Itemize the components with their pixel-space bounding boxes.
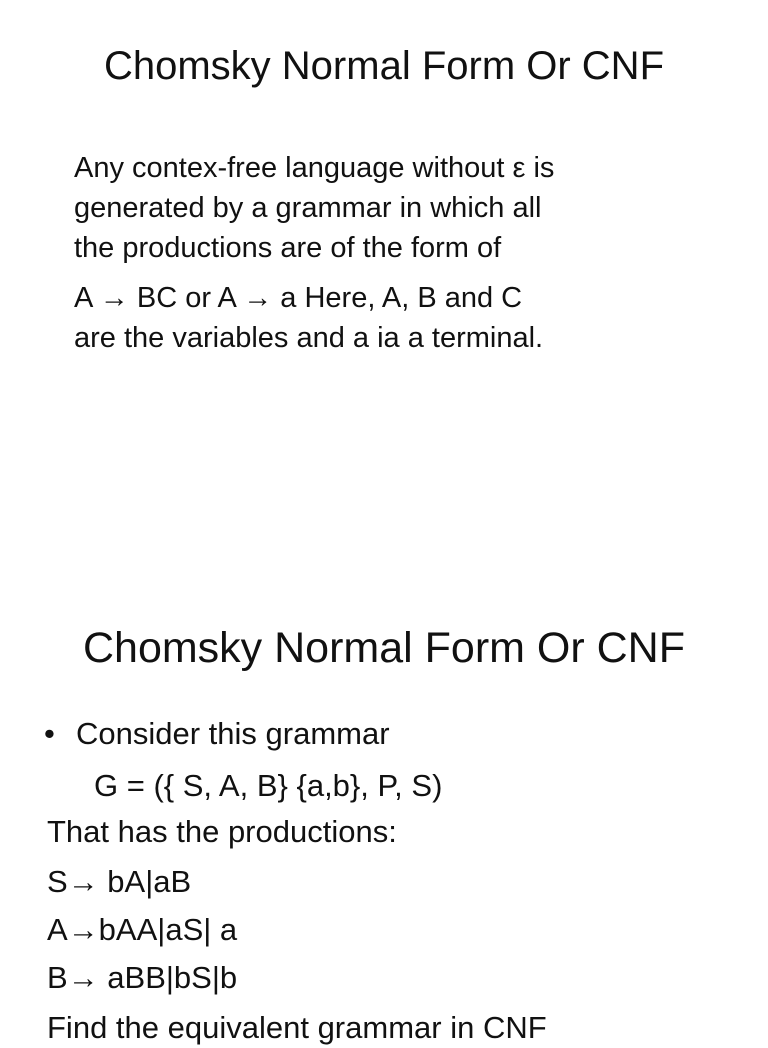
- production-form-line-1: A → BC or A → a Here, A, B and C: [74, 282, 523, 314]
- definition-line-3: the productions are of the form of: [74, 232, 502, 264]
- slide-1: [0, 0, 768, 500]
- closing-instruction: Find the equivalent grammar in CNF: [47, 1010, 547, 1045]
- production-form-line-2: are the variables and a ia a terminal.: [74, 322, 544, 354]
- grammar-definition: G = ({ S, A, B} {a,b}, P, S): [94, 768, 443, 803]
- production-form-paragraph: [74, 278, 694, 358]
- production-b: B→ aBB|bS|b: [47, 960, 238, 995]
- production-a: A→bAA|aS| a: [47, 912, 238, 947]
- bullet-item: [44, 714, 390, 754]
- production-s: S→ bA|aB: [47, 864, 192, 899]
- productions-intro: That has the productions:: [47, 814, 397, 849]
- slide-2: [0, 600, 768, 1045]
- definition-paragraph: [74, 148, 694, 268]
- bullet-icon: •: [44, 716, 55, 751]
- slide-2-title: Chomsky Normal Form Or CNF: [82, 624, 686, 672]
- definition-line-2: generated by a grammar in which all: [74, 192, 542, 224]
- slide-1-title: Chomsky Normal Form Or CNF: [103, 44, 665, 88]
- bullet-text: Consider this grammar: [76, 716, 390, 751]
- definition-line-1: Any contex-free language without ε is: [74, 152, 555, 184]
